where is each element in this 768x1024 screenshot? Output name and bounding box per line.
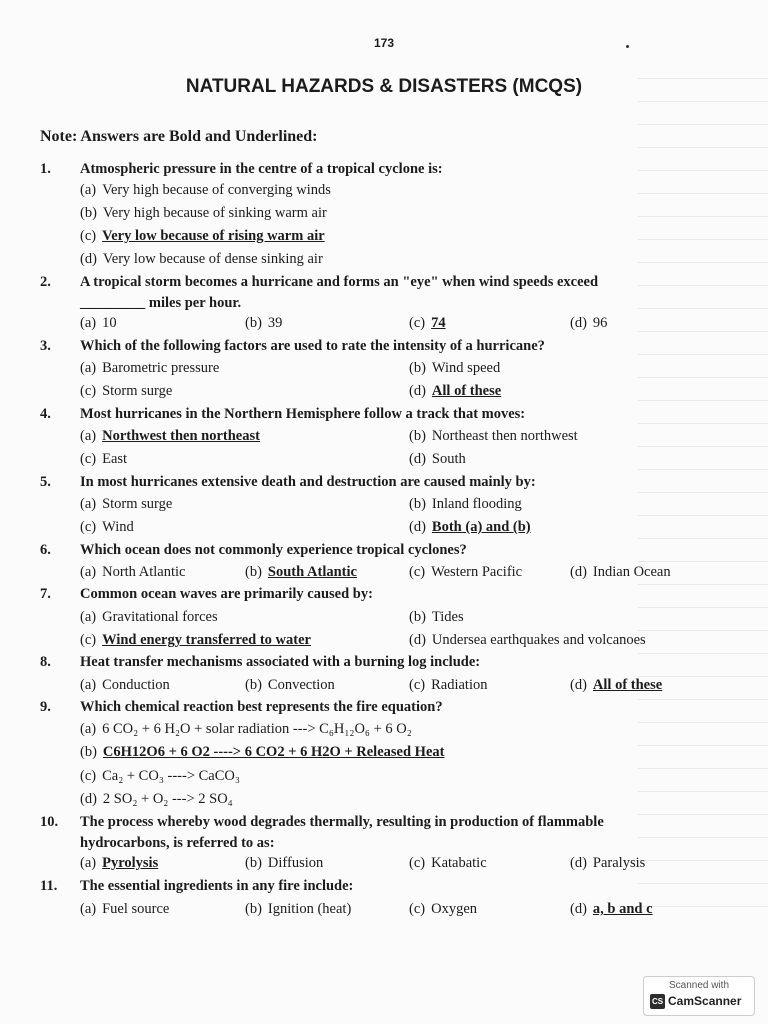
question-number: 8.: [40, 654, 51, 670]
option-text: 96: [592, 315, 608, 331]
answer-text: Both (a) and (b): [431, 519, 531, 535]
option-9a: [80, 718, 412, 740]
option-label: (c): [409, 564, 426, 580]
option-label: (d): [570, 677, 587, 693]
option-3b: [409, 357, 500, 379]
option-6d: [570, 561, 671, 583]
option-text: Radiation: [431, 677, 488, 693]
option-label: (c): [80, 383, 97, 399]
option-text: Northeast then northwest: [431, 428, 578, 444]
option-text: Ignition (heat): [267, 901, 352, 917]
question-text: Which chemical reaction best represents the fire equation?: [80, 699, 443, 715]
question-number: 5.: [40, 474, 51, 490]
question-number: 2.: [40, 274, 51, 290]
question-4: [40, 404, 700, 425]
answer-text: Wind energy transferred to water: [102, 632, 311, 648]
option-1d: [80, 248, 323, 270]
option-9c: [80, 765, 240, 787]
option-text: Storm surge: [102, 383, 173, 399]
option-4c: [80, 448, 127, 470]
camscanner-logo-icon: CS: [650, 994, 665, 1009]
option-1a: [80, 179, 331, 201]
option-label: (b): [80, 744, 97, 760]
option-5c: [80, 516, 134, 538]
option-text: Gravitational forces: [102, 609, 218, 625]
question-number: 7.: [40, 586, 51, 602]
option-label: (b): [245, 315, 262, 331]
option-8a: [80, 674, 170, 696]
option-11d: [570, 898, 653, 920]
question-number: 3.: [40, 338, 51, 354]
option-label: (c): [409, 315, 426, 331]
option-label: (b): [409, 496, 426, 512]
option-label: (a): [80, 496, 97, 512]
question-1: [40, 159, 700, 180]
question-2: [40, 272, 700, 314]
question-text: Common ocean waves are primarily caused by:: [80, 586, 373, 602]
option-6a: [80, 561, 185, 583]
option-6b: [245, 561, 357, 583]
option-text: Very high because of converging winds: [102, 182, 331, 198]
question-text: A tropical storm becomes a hurricane and forms an "eye" when wind speeds exceed: [80, 274, 599, 290]
option-text: Oxygen: [431, 901, 478, 917]
option-3d: [409, 380, 501, 402]
option-label: (a): [80, 428, 97, 444]
question-5: [40, 472, 700, 493]
question-number: 9.: [40, 699, 51, 715]
option-label: (c): [80, 632, 97, 648]
question-8: [40, 652, 700, 673]
option-label: (d): [570, 855, 587, 871]
option-3c: [80, 380, 172, 402]
option-1c: [80, 225, 325, 247]
option-label: (c): [409, 855, 426, 871]
option-1b: [80, 202, 327, 224]
option-text: Katabatic: [431, 855, 487, 871]
option-text: Conduction: [102, 677, 170, 693]
camscanner-label: CamScanner: [668, 994, 742, 1008]
question-text: The process whereby wood degrades thermally, resulting in production of flammable: [80, 814, 604, 830]
option-text: North Atlantic: [102, 564, 186, 580]
option-text: South: [431, 451, 466, 467]
option-label: (d): [570, 564, 587, 580]
answer-text: South Atlantic: [267, 564, 357, 580]
question-11: [40, 876, 700, 897]
question-7: [40, 584, 700, 605]
option-3a: [80, 357, 219, 379]
question-text: Atmospheric pressure in the centre of a tropical cyclone is:: [80, 161, 443, 177]
option-2a: [80, 312, 117, 334]
answer-text: All of these: [592, 677, 663, 693]
question-number: 10.: [40, 814, 59, 830]
question-text: The essential ingredients in any fire include:: [80, 878, 354, 894]
option-text: Barometric pressure: [102, 360, 220, 376]
option-label: (c): [80, 451, 97, 467]
option-7b: [409, 606, 464, 628]
option-9d: [80, 788, 233, 810]
answer-text: All of these: [431, 383, 502, 399]
option-11c: [409, 898, 477, 920]
option-label: (d): [409, 519, 426, 535]
option-label: (a): [80, 564, 97, 580]
option-text: Western Pacific: [431, 564, 523, 580]
option-label: (d): [409, 451, 426, 467]
option-text: Very low because of dense sinking air: [102, 251, 323, 267]
option-label: (a): [80, 315, 97, 331]
option-6c: [409, 561, 522, 583]
option-5b: [409, 493, 522, 515]
answer-text: a, b and c: [592, 901, 653, 917]
option-label: (a): [80, 855, 97, 871]
question-text: Which of the following factors are used to rate the intensity of a hurricane?: [80, 338, 545, 354]
option-text: 39: [267, 315, 283, 331]
option-label: (c): [409, 677, 426, 693]
option-label: (a): [80, 677, 97, 693]
option-8c: [409, 674, 487, 696]
option-label: (d): [80, 251, 97, 267]
option-8b: [245, 674, 335, 696]
option-text: Paralysis: [592, 855, 646, 871]
option-label: (b): [409, 609, 426, 625]
option-label: (b): [245, 855, 262, 871]
option-label: (b): [245, 677, 262, 693]
option-label: (d): [409, 632, 426, 648]
option-text: Wind speed: [431, 360, 501, 376]
option-label: (d): [80, 791, 97, 807]
option-label: (d): [570, 315, 587, 331]
camscanner-watermark: [643, 976, 755, 1016]
option-label: (a): [80, 901, 97, 917]
question-number: 11.: [40, 878, 58, 894]
option-4d: [409, 448, 466, 470]
answer-note: Note: Answers are Bold and Underlined:: [40, 128, 318, 145]
option-text: Fuel source: [102, 901, 170, 917]
option-5d: [409, 516, 531, 538]
question-text: Which ocean does not commonly experience tropical cyclones?: [80, 542, 467, 558]
option-11a: [80, 898, 169, 920]
option-2c: [409, 312, 446, 334]
option-label: (b): [409, 428, 426, 444]
option-8d: [570, 674, 662, 696]
option-label: (a): [80, 721, 97, 737]
option-label: (c): [80, 228, 97, 244]
question-text: In most hurricanes extensive death and destruction are caused mainly by:: [80, 474, 536, 490]
option-label: (a): [80, 609, 97, 625]
answer-text: Very low because of rising warm air: [102, 228, 325, 244]
option-text: 6 CO₂ + 6 H₂O + solar radiation ---> C₆H₁₂O₆ + 6 O₂: [102, 721, 412, 737]
question-text-cont: hydrocarbons, is referred to as:: [80, 835, 275, 851]
option-2d: [570, 312, 607, 334]
option-label: (c): [80, 768, 97, 784]
option-label: (b): [80, 205, 97, 221]
option-text: Inland flooding: [431, 496, 522, 512]
option-text: Undersea earthquakes and volcanoes: [431, 632, 646, 648]
option-10d: [570, 852, 645, 874]
answer-text: C6H12O6 + 6 O2 ----> 6 CO2 + 6 H2O + Released Heat: [102, 744, 445, 760]
answer-text: Northwest then northeast: [102, 428, 260, 444]
option-label: (c): [80, 519, 97, 535]
option-text: Diffusion: [267, 855, 324, 871]
option-7a: [80, 606, 218, 628]
scanned-with-label: Scanned with: [668, 980, 730, 991]
option-label: (b): [245, 564, 262, 580]
option-7d: [409, 629, 646, 651]
option-7c: [80, 629, 311, 651]
question-number: 4.: [40, 406, 51, 422]
option-text: Tides: [431, 609, 464, 625]
option-label: (d): [409, 383, 426, 399]
option-text: Storm surge: [102, 496, 173, 512]
question-10: [40, 812, 700, 854]
option-10b: [245, 852, 323, 874]
option-label: (a): [80, 182, 97, 198]
option-2b: [245, 312, 282, 334]
question-text-cont: _________ miles per hour.: [80, 295, 242, 311]
answer-text: Pyrolysis: [102, 855, 159, 871]
option-label: (d): [570, 901, 587, 917]
option-text: Convection: [267, 677, 335, 693]
question-number: 6.: [40, 542, 51, 558]
option-10a: [80, 852, 158, 874]
question-9: [40, 697, 700, 718]
question-text: Most hurricanes in the Northern Hemisphere follow a track that moves:: [80, 406, 526, 422]
question-6: [40, 540, 700, 561]
page-title: NATURAL HAZARDS & DISASTERS (MCQS): [185, 76, 583, 97]
question-3: [40, 336, 700, 357]
option-text: Wind: [102, 519, 134, 535]
question-number: 1.: [40, 161, 51, 177]
option-text: Ca₂ + CO₃ ----> CaCO₃: [102, 768, 240, 784]
answer-text: 74: [431, 315, 446, 331]
option-5a: [80, 493, 172, 515]
option-9b: [80, 741, 444, 763]
option-text: 10: [102, 315, 117, 331]
option-10c: [409, 852, 487, 874]
option-text: Very high because of sinking warm air: [102, 205, 327, 221]
option-label: (b): [245, 901, 262, 917]
option-text: 2 SO₂ + O₂ ---> 2 SO₄: [102, 791, 233, 807]
option-4b: [409, 425, 578, 447]
option-4a: [80, 425, 260, 447]
option-11b: [245, 898, 351, 920]
option-label: (b): [409, 360, 426, 376]
page-number: 173: [373, 36, 395, 50]
question-text: Heat transfer mechanisms associated with a burning log include:: [80, 654, 481, 670]
option-label: (a): [80, 360, 97, 376]
option-label: (c): [409, 901, 426, 917]
option-text: East: [102, 451, 128, 467]
option-text: Indian Ocean: [592, 564, 671, 580]
